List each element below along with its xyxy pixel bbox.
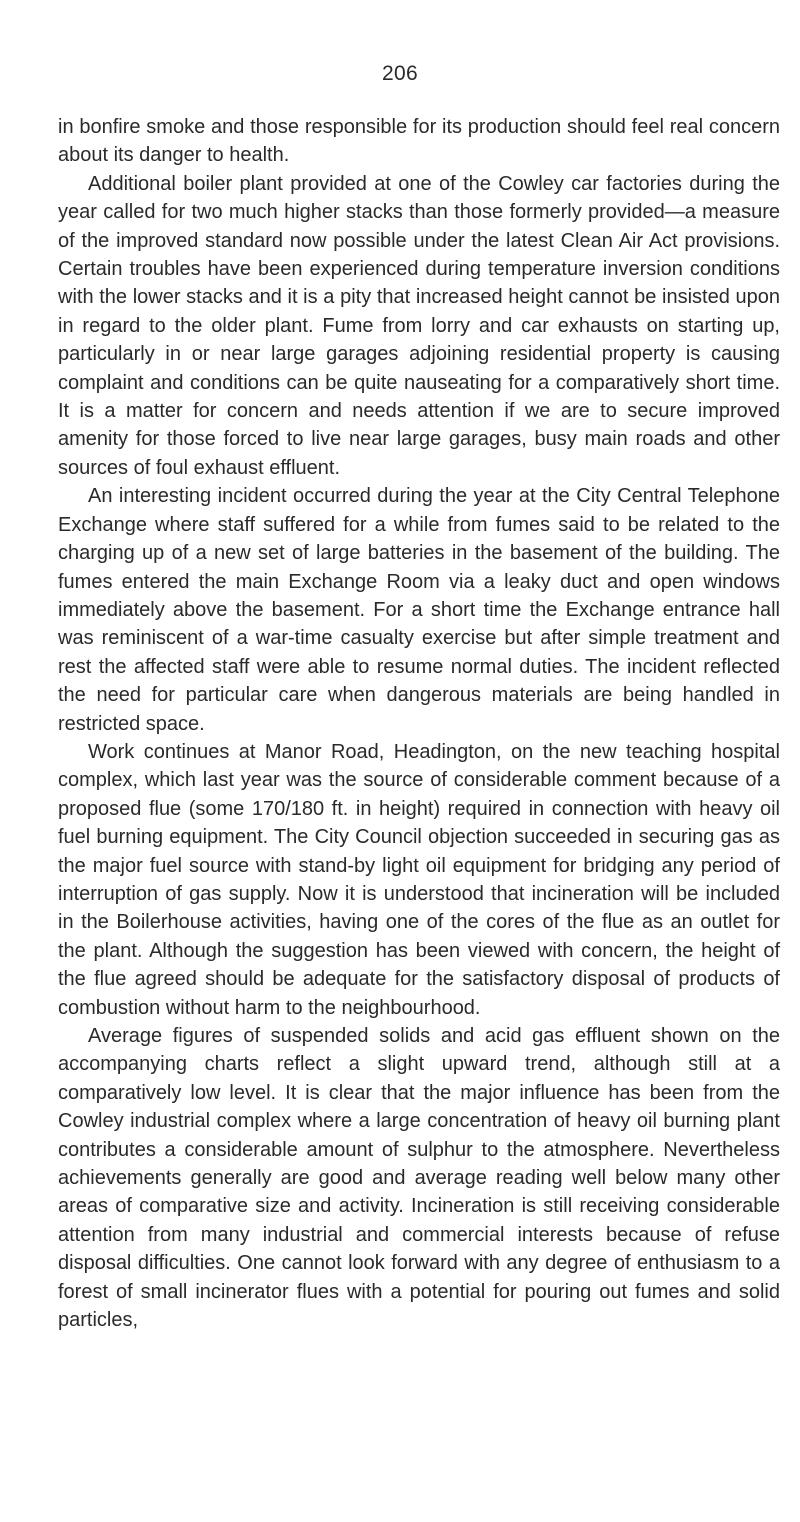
- paragraph-telephone-exchange: An interesting incident occurred during the year at the City Central Telephone Exchange where staff suffered for a while from fumes said to be related to the charging up of a new set of large batteries in the basement of the building. The fumes entered the main Exchange Room via a leaky duct and open windows immediately above the basement. For a short time the Exchange entrance hall was reminiscent of a war-time casualty exercise but after simple treatment and rest the affected staff were able to resume normal duties. The incident reflected the need for particular care when dangerous materials are being handled in restricted space.: [58, 485, 780, 735]
- paragraph-manor-road: Work continues at Manor Road, Headington, on the new teaching hospital complex, which last year was the source of considerable comment because of a proposed flue (some 170/180 ft. in height) required in connection with heavy oil fuel burning equipment. The City Council objection succeeded in securing gas as the major fuel source with stand-by light oil equipment for bridging any period of interruption of gas supply. Now it is understood that incineration will be included in the Boilerhouse activities, having one of the cores of the flue as an outlet for the plant. Although the suggestion has been viewed with concern, the height of the flue agreed should be adequate for the satisfactory disposal of products of combustion without harm to the neighbourhood.: [58, 740, 780, 1019]
- body-text: [58, 113, 780, 1334]
- paragraph-average-figures: Average figures of suspended solids and acid gas effluent shown on the accompanying charts reflect a slight upward trend, although still at a comparatively low level. It is clear that the major influence has been from the Cowley industrial complex where a large concentration of heavy oil burning plant contributes a considerable amount of sulphur to the atmosphere. Nevertheless achievements generally are good and average reading well below many other areas of comparative size and activity. Incineration is still receiving considerable attention from many industrial and commercial interests because of refuse disposal difficulties. One cannot look forward with any degree of enthusiasm to a forest of small incinerator flues with a potential for pouring out fumes and solid particles,: [58, 1025, 780, 1332]
- paragraph-boiler-plant: Additional boiler plant provided at one of the Cowley car factories during the year called for two much higher stacks than those formerly provided—a measure of the improved standard now possible under the latest Clean Air Act provisions. Certain troubles have been experienced during temperature inversion conditions with the lower stacks and it is a pity that increased height cannot be insisted upon in regard to the older plant. Fume from lorry and car exhausts on starting up, particularly in or near large garages adjoining residential property is causing complaint and conditions can be quite nauseating for a comparatively short time. It is a matter for concern and needs attention if we are to secure improved amenity for those forced to live near large garages, busy main roads and other sources of foul exhaust effluent.: [58, 172, 780, 479]
- page-number: 206: [382, 62, 418, 85]
- paragraph-continued: in bonfire smoke and those responsible for its production should feel real concern about its danger to health.: [58, 116, 780, 167]
